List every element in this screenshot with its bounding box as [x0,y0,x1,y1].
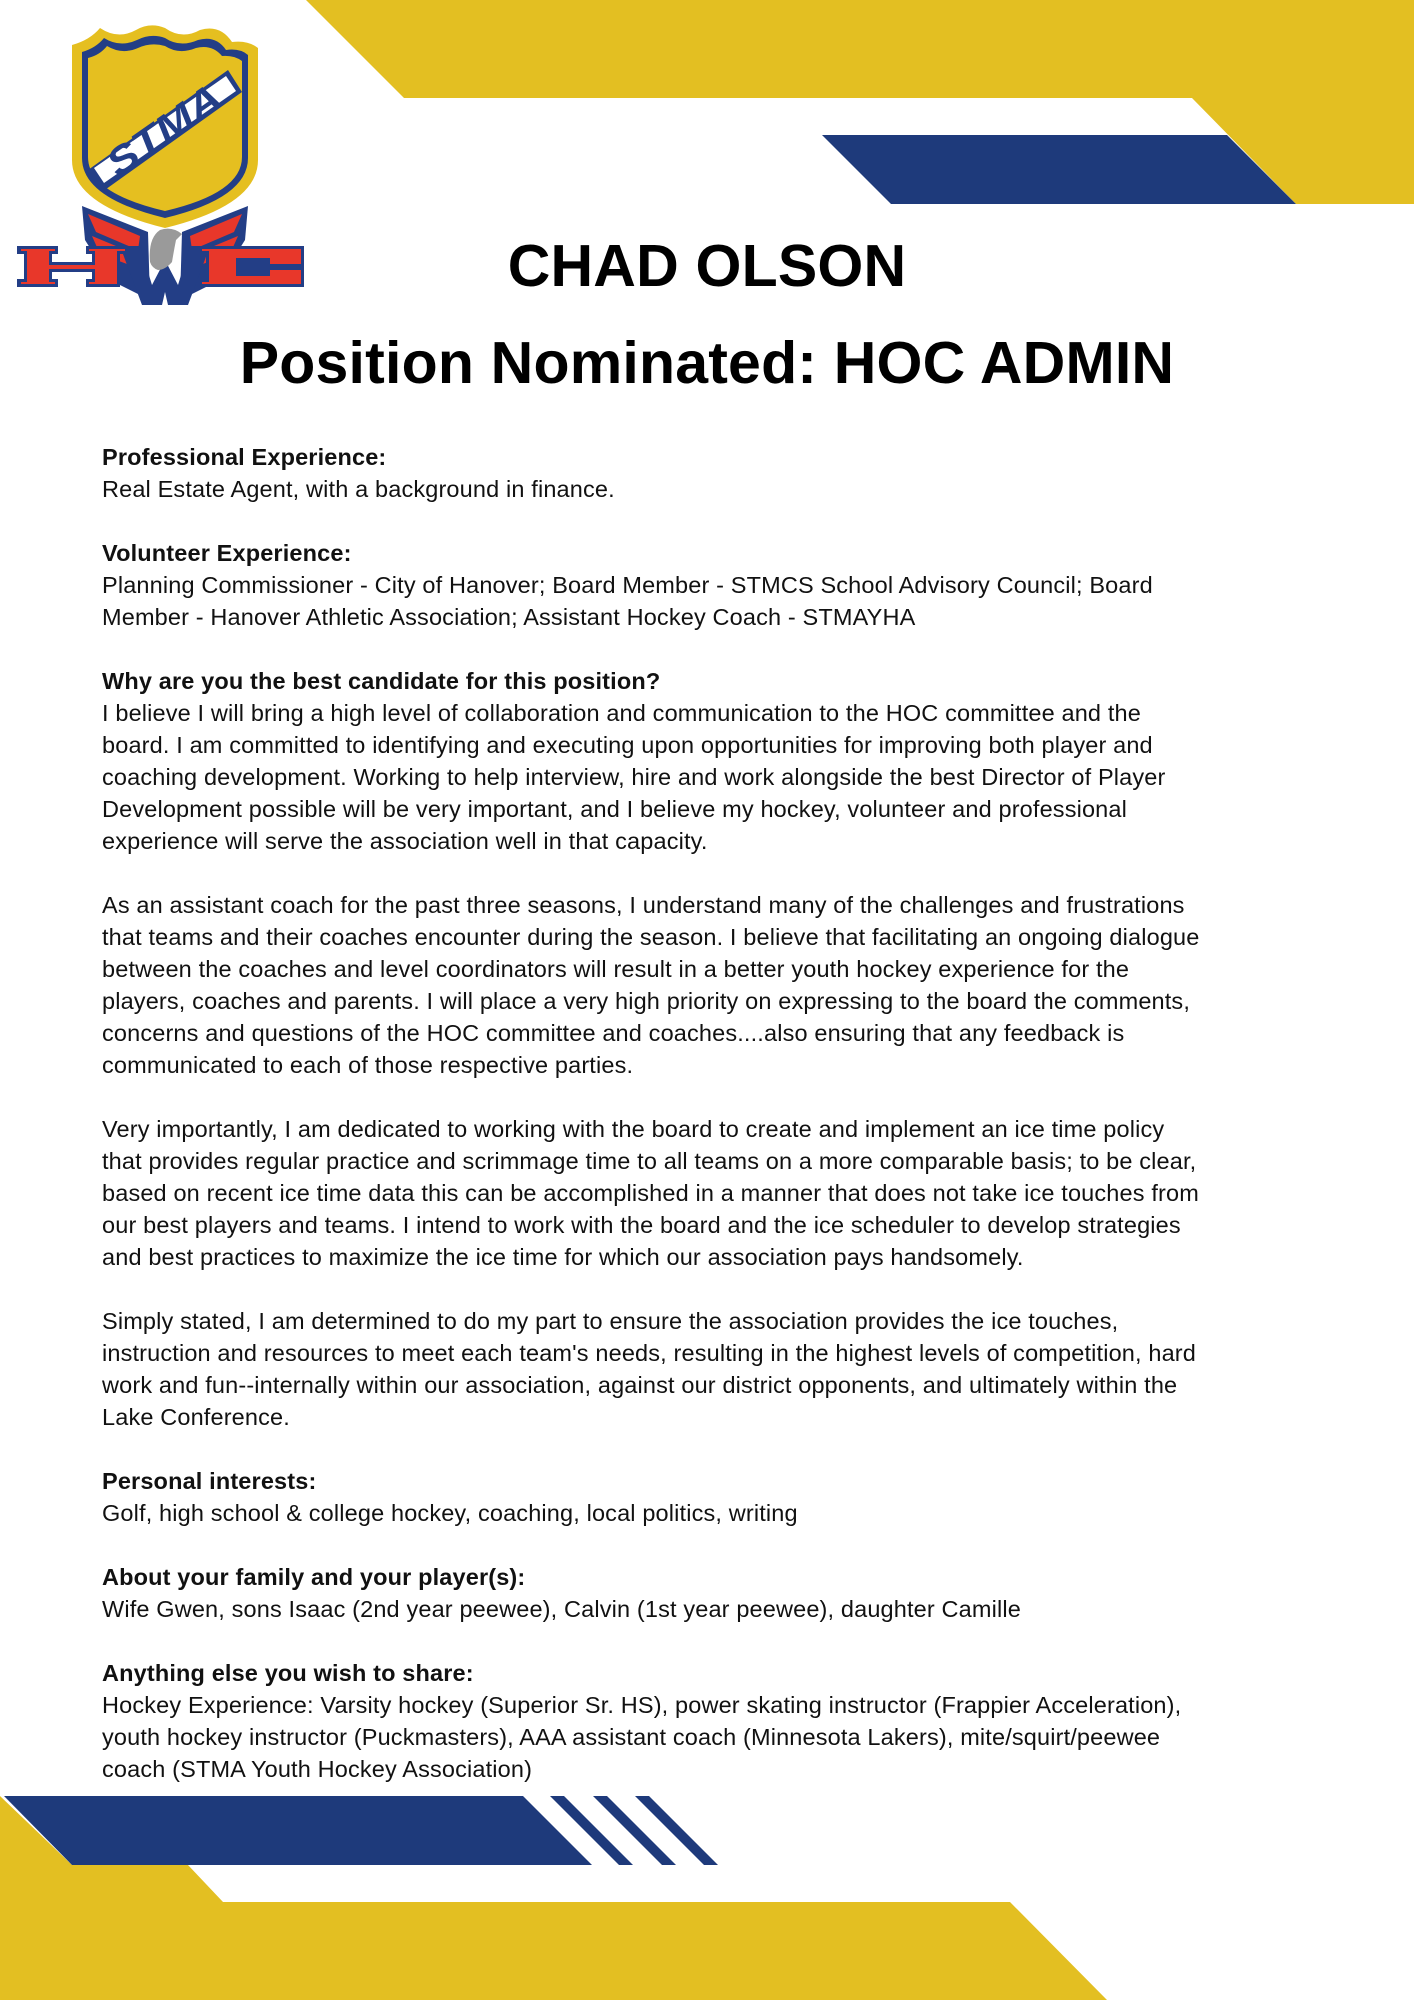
section [102,1561,1342,1625]
paragraph-line: experience will serve the association well in that capacity. [102,828,708,854]
nomination-content [102,441,1342,1785]
section [102,441,1342,505]
paragraph-line: coaching development. Working to help interview, hire and work alongside the best Director of Player [102,764,1166,790]
paragraph-line: that provides regular practice and scrimmage time to all teams on a more comparable basis; to be clear, [102,1148,1197,1174]
paragraph-line: Wife Gwen, sons Isaac (2nd year peewee), Calvin (1st year peewee), daughter Camille [102,1596,1021,1622]
paragraph-line: that teams and their coaches encounter during the season. I believe that facilitating an ongoing dialogue [102,924,1200,950]
paragraph-line: communicated to each of those respective parties. [102,1052,634,1078]
paragraph-line: Planning Commissioner - City of Hanover; Board Member - STMCS School Advisory Council; Board [102,572,1153,598]
paragraph-line: Simply stated, I am determined to do my part to ensure the association provides the ice touches, [102,1308,1119,1334]
section-heading: Anything else you wish to share: [102,1660,474,1686]
logo-stma-text: STMA [99,89,212,186]
section [102,1465,1342,1529]
paragraph-line: board. I am committed to identifying and executing upon opportunities for improving both player and [102,732,1153,758]
section [102,665,1342,1433]
paragraph-line: concerns and questions of the HOC committee and coaches....also ensuring that any feedback is [102,1020,1125,1046]
paragraph-line: based on recent ice time data this can be accomplished in a manner that does not take ice touches from [102,1180,1199,1206]
section-heading: Personal interests: [102,1468,317,1494]
section-paragraph [102,1305,1342,1433]
section-paragraph [102,889,1342,1081]
paragraph-line: Golf, high school & college hockey, coaching, local politics, writing [102,1500,798,1526]
paragraph-line: Very importantly, I am dedicated to working with the board to create and implement an ice time policy [102,1116,1165,1142]
bottom-navy-band [4,1796,592,1865]
paragraph-line: Lake Conference. [102,1404,290,1430]
paragraph-line: coach (STMA Youth Hockey Association) [102,1756,533,1782]
section [102,537,1342,633]
paragraph-line: between the coaches and level coordinators will result in a better youth hockey experience for the [102,956,1130,982]
paragraph-line: youth hockey instructor (Puckmasters), AAA assistant coach (Minnesota Lakers), mite/squirt/peewee [102,1724,1161,1750]
section-heading: Professional Experience: [102,444,387,470]
paragraph-line: our best players and teams. I intend to work with the board and the ice scheduler to develop strategies [102,1212,1181,1238]
paragraph-line: instruction and resources to meet each team's needs, resulting in the highest levels of competition, hard [102,1340,1196,1366]
shield-icon [72,25,258,228]
section [102,1657,1342,1785]
section-paragraph [102,473,1342,505]
section-paragraph [102,1113,1342,1273]
paragraph-line: and best practices to maximize the ice time for which our association pays handsomely. [102,1244,1024,1270]
bottom-navy-stripe [593,1796,676,1865]
section-paragraph [102,1497,1342,1529]
section-heading: Why are you the best candidate for this position? [102,668,661,694]
top-navy-band [822,135,1296,204]
section-paragraph [102,697,1342,857]
bottom-navy-stripe [635,1796,718,1865]
paragraph-line: Development possible will be very important, and I believe my hockey, volunteer and professional [102,796,1127,822]
paragraph-line: As an assistant coach for the past three seasons, I understand many of the challenges and frustrations [102,892,1185,918]
position-nominated: Position Nominated: HOC ADMIN [239,330,1175,396]
paragraph-line: Hockey Experience: Varsity hockey (Superior Sr. HS), power skating instructor (Frappier Acceleration), [102,1692,1182,1718]
paragraph-line: Member - Hanover Athletic Association; Assistant Hockey Coach - STMAYHA [102,604,916,630]
section-heading: About your family and your player(s): [102,1564,526,1590]
paragraph-line: players, coaches and parents. I will place a very high priority on expressing to the board the comments, [102,988,1191,1014]
section-paragraph [102,1689,1342,1785]
paragraph-line: I believe I will bring a high level of collaboration and communication to the HOC committee and the [102,700,1141,726]
section-heading: Volunteer Experience: [102,540,352,566]
paragraph-line: work and fun--internally within our association, against our district opponents, and ultimately within the [102,1372,1178,1398]
section-paragraph [102,569,1342,633]
paragraph-line: Real Estate Agent, with a background in finance. [102,476,615,502]
nominee-name: CHAD OLSON [507,233,907,299]
section-paragraph [102,1593,1342,1625]
